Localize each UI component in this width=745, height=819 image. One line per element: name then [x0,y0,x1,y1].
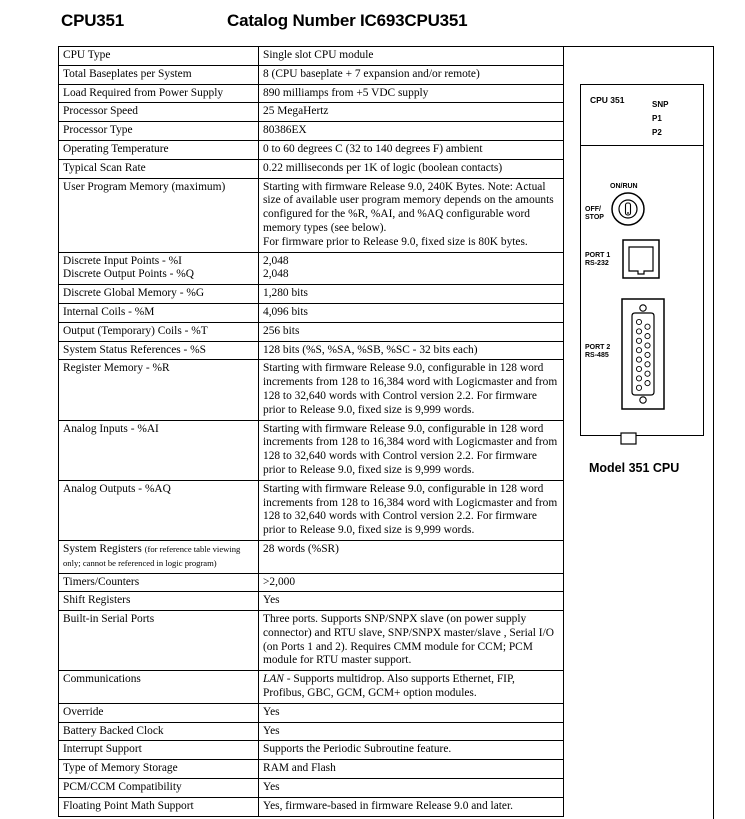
spec-row [59,159,564,178]
spec-value: 256 bits [259,322,564,341]
module-name-label: CPU 351 [590,95,625,105]
page-model-title: CPU351 [61,11,125,30]
spec-label: Floating Point Math Support [59,797,259,816]
spec-value: RAM and Flash [259,760,564,779]
spec-row [59,84,564,103]
spec-label: Shift Registers [59,592,259,611]
catalog-number-title: Catalog Number IC693CPU351 [227,11,468,30]
spec-value: 0 to 60 degrees C (32 to 140 degrees F) ambient [259,140,564,159]
spec-label: Internal Coils - %M [59,303,259,322]
spec-row [59,779,564,798]
connector-pin [636,366,641,371]
spec-label: Operating Temperature [59,140,259,159]
module-caption: Model 351 CPU [589,461,680,475]
connector-pin [645,381,650,386]
keyswitch-icon [608,191,648,227]
spec-value: Yes, firmware-based in firmware Release 9.0 and later. [259,797,564,816]
spec-value: 80386EX [259,122,564,141]
spec-value: 8 (CPU baseplate + 7 expansion and/or remote) [259,65,564,84]
connector-pin [636,329,641,334]
spec-label: Total Baseplates per System [59,65,259,84]
spec-value: Supports the Periodic Subroutine feature. [259,741,564,760]
spec-row [59,722,564,741]
spec-row [59,252,564,285]
module-divider [581,145,703,146]
spec-label: User Program Memory (maximum) [59,178,259,252]
spec-value: >2,000 [259,573,564,592]
connector-pin [636,348,641,353]
spec-label: Discrete Input Points - %I Discrete Output Points - %Q [59,252,259,285]
spec-row [59,703,564,722]
connector-pin [636,338,641,343]
spec-row [59,611,564,671]
spec-row [59,122,564,141]
spec-label: Interrupt Support [59,741,259,760]
spec-row [59,797,564,816]
spec-row [59,65,564,84]
connector-pin [645,343,650,348]
spec-label-note: (for reference table viewing only; cannot be referenced in logic program) [63,543,241,568]
spec-value: Starting with firmware Release 9.0, configurable in 128 word increments from 128 to 16,384 word with Logicmaster and from 128 to 32,640 words with Control version 2.2. For firmware prior to Release 9.0, fixed size is 9,999 words. [259,360,564,420]
spec-table-body [59,47,564,817]
connector-pin [645,324,650,329]
spec-value: 890 milliamps from +5 VDC supply [259,84,564,103]
spec-value: 128 bits (%S, %SA, %SB, %SC - 32 bits each) [259,341,564,360]
spec-label: CPU Type [59,47,259,66]
rj11-port-icon [622,239,660,279]
spec-row [59,341,564,360]
spec-label: PCM/CCM Compatibility [59,779,259,798]
switch-off-stop-label: OFF/ STOP [585,206,604,221]
spec-label: Load Required from Power Supply [59,84,259,103]
spec-label: Discrete Global Memory - %G [59,285,259,304]
led-p2-label: P2 [652,128,662,137]
db15-port-icon [621,298,665,410]
spec-row [59,303,564,322]
spec-label: Communications [59,671,259,704]
spec-row [59,741,564,760]
cpu-module-drawing [580,84,704,436]
spec-value: Yes [259,779,564,798]
spec-label: Battery Backed Clock [59,722,259,741]
spec-label: Register Memory - %R [59,360,259,420]
spec-value: 28 words (%SR) [259,540,564,573]
spec-row [59,47,564,66]
spec-row [59,480,564,540]
spec-value: Three ports. Supports SNP/SNPX slave (on power supply connector) and RTU slave, SNP/SNPX master/slave , Serial I/O (on Ports 1 and 2). Requires CMM module for CCM; PCM module for RTU master support. [259,611,564,671]
spec-label: System Registers (for reference table viewing only; cannot be referenced in logic program) [59,540,259,573]
spec-row [59,540,564,573]
spec-label: Processor Speed [59,103,259,122]
spec-row [59,178,564,252]
spec-value: Starting with firmware Release 9.0, configurable in 128 word increments from 128 to 16,384 word with Logicmaster and from 128 to 32,640 words with Control version 2.2. For firmware prior to Release 9.0, fixed size is 9,999 words. [259,480,564,540]
connector-pin [636,357,641,362]
connector-pin [636,385,641,390]
led-snp-label: SNP [652,100,669,109]
connector-pin [645,371,650,376]
spec-value: 2,048 2,048 [259,252,564,285]
spec-label: Override [59,703,259,722]
spec-label: Analog Inputs - %AI [59,420,259,480]
spec-row [59,103,564,122]
spec-row [59,360,564,420]
spec-row [59,285,564,304]
connector-pin [645,362,650,367]
spec-label: Built-in Serial Ports [59,611,259,671]
spec-value: Starting with firmware Release 9.0, 240K Bytes. Note: Actual size of available user program memory depends on the amounts configured for the %R, %AI, and %AQ configurable word memory types (see below). For firmware prior to Release 9.0, fixed size is 80K bytes. [259,178,564,252]
spec-value: LAN - Supports multidrop. Also supports Ethernet, FIP, Profibus, GBC, GCM, GCM+ option modules. [259,671,564,704]
spec-value: Yes [259,592,564,611]
switch-on-run-label: ON/RUN [610,183,638,190]
spec-label: Output (Temporary) Coils - %T [59,322,259,341]
spec-row [59,420,564,480]
spec-value: Single slot CPU module [259,47,564,66]
spec-row [59,140,564,159]
spec-value: 1,280 bits [259,285,564,304]
led-p1-label: P1 [652,114,662,123]
connector-pin [645,334,650,339]
spec-label: Processor Type [59,122,259,141]
spec-value: 25 MegaHertz [259,103,564,122]
connector-pin [645,352,650,357]
spec-row [59,573,564,592]
spec-label: Timers/Counters [59,573,259,592]
spec-row [59,671,564,704]
connector-pin [636,376,641,381]
spec-value: Starting with firmware Release 9.0, configurable in 128 word increments from 128 to 16,384 word with Logicmaster and from 128 to 32,640 words with Control version 2.2. For firmware prior to Release 9.0, fixed size is 9,999 words. [259,420,564,480]
port1-label: PORT 1 RS-232 [585,252,611,267]
module-latch-icon [620,432,638,446]
spec-row [59,592,564,611]
spec-table [58,46,564,817]
spec-label: Analog Outputs - %AQ [59,480,259,540]
port2-label: PORT 2 RS-485 [585,344,611,359]
spec-label: Typical Scan Rate [59,159,259,178]
spec-value: 0.22 milliseconds per 1K of logic (boolean contacts) [259,159,564,178]
connector-pin [636,319,641,324]
spec-value: 4,096 bits [259,303,564,322]
spec-row [59,760,564,779]
spec-value: Yes [259,703,564,722]
spec-value: Yes [259,722,564,741]
spec-label: Type of Memory Storage [59,760,259,779]
spec-label: System Status References - %S [59,341,259,360]
spec-row [59,322,564,341]
